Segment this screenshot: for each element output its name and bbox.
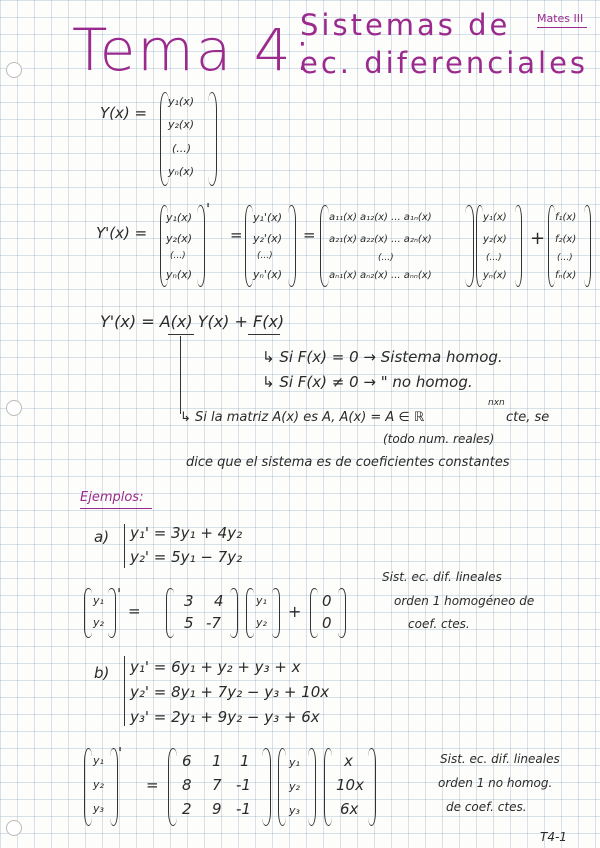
yp-col1-entry: y₁(x) (166, 211, 193, 224)
prime-mark: ' (118, 744, 123, 762)
paren-right (288, 205, 296, 287)
example-a-eq2: y₂' = 5y₁ − 7y₂ (130, 548, 243, 566)
a-y-entry: y₂ (256, 616, 267, 629)
subject-underline (537, 27, 587, 28)
prime-mark: ' (117, 585, 122, 603)
a-y-entry: y₁ (256, 594, 267, 607)
f-vector-entry: (...) (557, 253, 573, 263)
paren-left (324, 748, 332, 826)
b-matrix-entry: 7 (212, 776, 222, 794)
a-matrix-entry: 4 (214, 592, 224, 610)
example-b-label: b) (94, 664, 110, 682)
yp-col2-entry: y₁'(x) (253, 211, 283, 224)
a-lhs-entry: y₁ (93, 594, 104, 607)
y-def-entry: y₁(x) (168, 95, 195, 108)
a-note: coef. ctes. (408, 617, 470, 631)
examples-heading: Ejemplos: (80, 490, 144, 505)
y-vector-entry: y₂(x) (483, 234, 507, 245)
b-matrix-entry: -1 (236, 800, 251, 818)
underline (168, 334, 194, 335)
paren-right (197, 205, 205, 287)
a-matrix-row: a₁₁(x) a₁₂(x) ... a₁ₙ(x) (329, 212, 432, 223)
page-number: T4-1 (540, 830, 567, 844)
a-note: orden 1 homogéneo de (394, 594, 535, 608)
page-title: Tema 4: (72, 16, 315, 84)
paren-right (230, 588, 238, 638)
system-brace (124, 656, 125, 726)
yp-col1-entry: (...) (170, 251, 186, 261)
case-non-homogeneous: ↳ Si F(x) ≠ 0 → " no homog. (262, 373, 473, 391)
case-constant-a: ↳ Si la matriz A(x) es A, A(x) = A ∈ ℝ (180, 410, 425, 425)
paren-right (368, 748, 376, 826)
y-def-entry: y₂(x) (168, 118, 195, 131)
example-b-eq3: y₃' = 2y₁ + 9y₂ − y₃ + 6x (130, 708, 320, 726)
case-homogeneous: ↳ Si F(x) = 0 → Sistema homog. (262, 348, 503, 366)
a-matrix-entry: 3 (184, 592, 194, 610)
paren-left (320, 205, 329, 287)
a-note: Sist. ec. dif. lineales (382, 570, 502, 584)
b-lhs-entry: y₂ (93, 778, 104, 791)
binder-hole (6, 400, 22, 416)
f-vector-entry: f₂(x) (555, 234, 577, 245)
plus-sign: + (530, 228, 546, 249)
paren-left (278, 748, 286, 826)
a-lhs-entry: y₂ (93, 616, 104, 629)
yp-def-lhs: Y'(x) = (96, 224, 148, 242)
yp-col2-entry: y₂'(x) (253, 232, 283, 245)
paren-left (168, 748, 177, 826)
paren-right (208, 92, 217, 186)
b-matrix-entry: 1 (212, 752, 222, 770)
paren-right (584, 205, 591, 287)
paren-right (108, 588, 116, 638)
b-matrix-entry: 8 (182, 776, 192, 794)
bracket-line (180, 336, 181, 414)
system-brace (124, 524, 125, 568)
b-note: de coef. ctes. (446, 800, 527, 814)
underline (248, 334, 280, 335)
binder-hole (6, 62, 22, 78)
example-b-eq1: y₁' = 6y₁ + y₂ + y₃ + x (130, 658, 301, 676)
heading-underline (80, 508, 152, 509)
equals-sign: = (128, 602, 141, 620)
paren-right (465, 205, 474, 287)
a-matrix-row: aₙ₁(x) aₙ₂(x) ... aₙₙ(x) (329, 270, 432, 281)
equals-sign: = (303, 226, 316, 244)
b-f-entry: 6x (340, 800, 359, 818)
a-matrix-entry: 5 (184, 614, 194, 632)
b-note: Sist. ec. dif. lineales (440, 752, 560, 766)
yp-col1-entry: y₂(x) (166, 232, 193, 245)
title-line-1: Sistemas de (300, 8, 511, 42)
paren-right (272, 588, 280, 638)
paren-left (246, 588, 254, 638)
case-constant-exp: nxn (488, 398, 505, 408)
paren-right (308, 748, 316, 826)
paren-left (245, 205, 253, 287)
paren-left (166, 588, 174, 638)
b-f-entry: 10x (336, 776, 364, 794)
main-equation: Y'(x) = A(x) Y(x) + F(x) (100, 312, 285, 331)
equals-sign: = (230, 226, 243, 244)
f-vector-entry: fₙ(x) (555, 270, 577, 281)
a-matrix-row: (...) (378, 253, 394, 263)
b-matrix-entry: 6 (182, 752, 192, 770)
b-y-entry: y₁ (289, 756, 300, 769)
yp-col1-entry: yₙ(x) (166, 268, 192, 281)
y-vector-entry: y₁(x) (483, 212, 507, 223)
paren-right (262, 748, 271, 826)
plus-sign: + (288, 602, 302, 621)
y-vector-entry: yₙ(x) (483, 270, 507, 281)
y-vector-entry: (...) (486, 253, 502, 263)
paren-left (84, 748, 92, 826)
paren-left (84, 588, 92, 638)
paren-left (310, 588, 318, 638)
case-constant-c: (todo num. reales) (383, 432, 495, 446)
y-def-entry: yₙ(x) (168, 165, 194, 178)
b-lhs-entry: y₃ (93, 802, 104, 815)
example-b-eq2: y₂' = 8y₁ + 7y₂ − y₃ + 10x (130, 683, 330, 701)
b-y-entry: y₂ (289, 780, 300, 793)
b-note: orden 1 no homog. (438, 776, 553, 790)
yp-col2-entry: yₙ'(x) (253, 268, 283, 281)
paren-left (476, 205, 483, 287)
b-matrix-entry: 9 (212, 800, 222, 818)
prime-mark: ' (206, 200, 211, 218)
paren-left (548, 205, 555, 287)
a-matrix-row: a₂₁(x) a₂₂(x) ... a₂ₙ(x) (329, 234, 432, 245)
f-vector-entry: f₁(x) (555, 212, 577, 223)
b-matrix-entry: 1 (240, 752, 250, 770)
a-zero-entry: 0 (322, 592, 332, 610)
b-lhs-entry: y₁ (93, 754, 104, 767)
title-line-2: ec. diferenciales (300, 46, 589, 80)
subject-label: Mates III (537, 12, 584, 25)
paren-right (110, 748, 118, 826)
y-def-entry: (...) (172, 142, 192, 155)
equals-sign: = (146, 776, 159, 794)
binder-hole (6, 820, 22, 836)
case-constant-d: dice que el sistema es de coeficientes constantes (186, 455, 510, 470)
b-y-entry: y₃ (289, 804, 300, 817)
a-matrix-entry: -7 (206, 614, 221, 632)
paren-right (515, 205, 522, 287)
paren-right (338, 588, 346, 638)
y-def-lhs: Y(x) = (100, 104, 148, 122)
example-a-eq1: y₁' = 3y₁ + 4y₂ (130, 524, 243, 542)
b-matrix-entry: 2 (182, 800, 192, 818)
example-a-label: a) (94, 528, 110, 546)
a-zero-entry: 0 (322, 614, 332, 632)
b-matrix-entry: -1 (236, 776, 251, 794)
b-f-entry: x (344, 752, 353, 770)
yp-col2-entry: (...) (257, 251, 273, 261)
case-constant-b: cte, se (506, 410, 550, 425)
